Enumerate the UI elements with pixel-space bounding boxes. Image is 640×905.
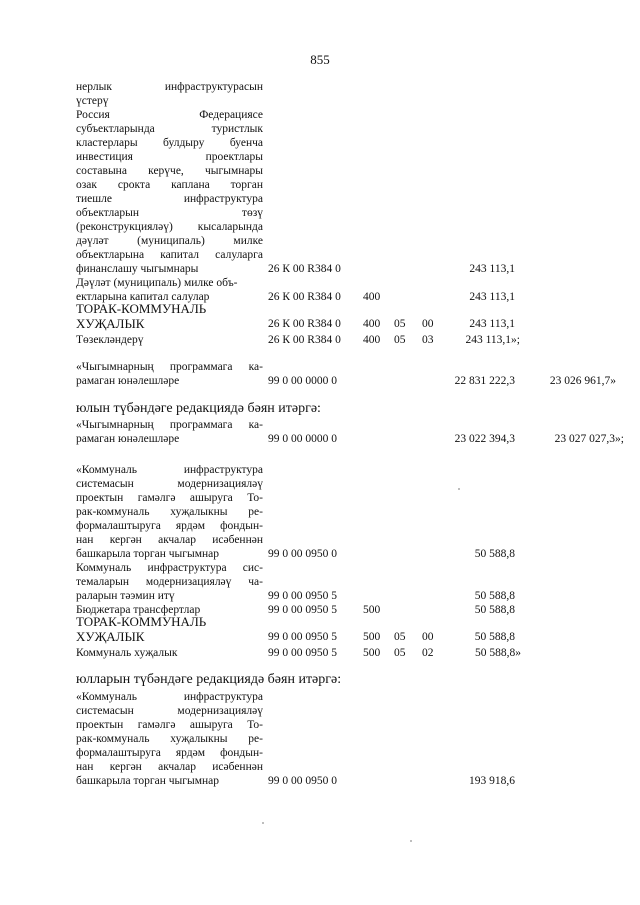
table-row xyxy=(0,94,640,108)
target-code: 26 К 00 R384 0 xyxy=(268,263,341,275)
row-label: ТОРАК-КОММУНАЛЬ xyxy=(76,614,207,629)
table-row xyxy=(0,704,640,718)
row-label: формалаштыруга ярдәм фондын- xyxy=(76,747,263,759)
amount-1: 243 113,1 xyxy=(469,291,515,303)
row-label: формалаштыруга ярдәм фондын- xyxy=(76,520,263,532)
expense-type: 400 xyxy=(363,291,381,303)
amount-1: 22 831 222,3 xyxy=(454,375,515,387)
row-label: Дәүләт (муниципаль) милке объ- xyxy=(76,277,238,289)
row-label: «Коммуналь инфраструктура xyxy=(76,691,263,703)
row-label: темаларын модернизацияләү ча- xyxy=(76,576,263,588)
expense-type: 500 xyxy=(363,647,381,659)
target-code: 99 0 00 0000 0 xyxy=(268,433,337,445)
amount-1: 50 588,8 xyxy=(474,604,515,616)
row-label: нан кергән акчалар исәбеннән xyxy=(76,534,263,546)
table-row xyxy=(0,505,640,519)
row-label: тиешле инфраструктура xyxy=(76,193,263,205)
table-row xyxy=(0,302,640,316)
table-row xyxy=(0,718,640,732)
table-row xyxy=(0,150,640,164)
expense-type: 500 xyxy=(363,604,381,616)
page-number: 855 xyxy=(310,52,330,67)
row-label: объектларын төзү xyxy=(76,207,263,219)
row-label: озак срокта каплана торган xyxy=(76,179,263,191)
table-row xyxy=(0,463,640,477)
row-label: нерлык инфраструктурасын xyxy=(76,81,263,93)
row-label: рамаган юнәлешләре xyxy=(76,433,180,445)
table-row xyxy=(0,690,640,704)
target-code: 26 К 00 R384 0 xyxy=(268,334,341,346)
row-label: башкарыла торган чыгымнар xyxy=(76,548,219,560)
table-row xyxy=(0,615,640,629)
row-label: «Чыгымнарның программага ка- xyxy=(76,419,263,431)
amount-1: 50 588,8» xyxy=(475,647,521,659)
row-label: Коммуналь хуҗалык xyxy=(76,647,178,659)
table-row xyxy=(0,519,640,533)
expense-type: 500 xyxy=(363,631,381,643)
row-label: инвестиция проектлары xyxy=(76,151,263,163)
amount-1: 50 588,8 xyxy=(474,631,515,643)
section-code: 05 xyxy=(394,647,406,659)
row-label: Төзекләндерү xyxy=(76,334,144,346)
table-row xyxy=(0,646,640,660)
table-row xyxy=(0,774,640,788)
table-row xyxy=(0,206,640,220)
table-row xyxy=(0,432,640,446)
row-label: дәүләт (муниципаль) милке xyxy=(76,235,263,247)
table-row xyxy=(0,533,640,547)
table-row xyxy=(0,122,640,136)
row-label: раларын тәэмин итү xyxy=(76,590,175,602)
row-label: «Коммуналь инфраструктура xyxy=(76,464,263,476)
row-label: субъектларында туристлык xyxy=(76,123,263,135)
subsection-code: 00 xyxy=(422,631,434,643)
table-row xyxy=(0,732,640,746)
scan-speck xyxy=(458,488,460,490)
row-label: ХУҖАЛЫК xyxy=(76,629,145,644)
table-row xyxy=(0,234,640,248)
table-row xyxy=(0,248,640,262)
row-label: кластерлары булдыру буенча xyxy=(76,137,263,149)
table-row xyxy=(0,575,640,589)
row-label: нан кергән акчалар исәбеннән xyxy=(76,761,263,773)
table-row xyxy=(0,192,640,206)
row-label: башкарыла торган чыгымнар xyxy=(76,775,219,787)
target-code: 99 0 00 0950 5 xyxy=(268,590,337,602)
row-label: Коммуналь инфраструктура сис- xyxy=(76,562,263,574)
table-row xyxy=(0,374,640,388)
row-label: системасын модернизацияләү xyxy=(76,705,263,717)
subsection-code: 00 xyxy=(422,318,434,330)
row-label: проектын гамәлгә ашыруга То- xyxy=(76,719,263,731)
row-label: «Чыгымнарның программага ка- xyxy=(76,361,263,373)
table-row xyxy=(0,262,640,276)
row-label: Бюджетара трансфертлар xyxy=(76,604,201,616)
instruction-heading: юлын түбәндәге редакциядә бәян итәргә: xyxy=(76,401,321,416)
table-row xyxy=(0,178,640,192)
section-code: 05 xyxy=(394,334,406,346)
row-label: объектларына капитал салуларга xyxy=(76,249,263,261)
row-label: ектларына капитал салулар xyxy=(76,291,210,303)
amount-2: 23 027 027,3»; xyxy=(554,433,624,445)
target-code: 99 0 00 0950 5 xyxy=(268,604,337,616)
table-row xyxy=(0,760,640,774)
table-row xyxy=(0,561,640,575)
row-label: финанслашу чыгымнары xyxy=(76,263,199,275)
amount-2: 23 026 961,7» xyxy=(549,375,616,387)
target-code: 99 0 00 0950 5 xyxy=(268,631,337,643)
row-label: рамаган юнәлешләре xyxy=(76,375,180,387)
subsection-code: 02 xyxy=(422,647,434,659)
row-label: (реконструкцияләү) кысаларында xyxy=(76,221,263,233)
instruction-heading: юлларын түбәндәге редакциядә бәян итәргә: xyxy=(76,672,342,687)
row-label: Россия Федерациясе xyxy=(76,109,263,121)
amount-1: 23 022 394,3 xyxy=(454,433,515,445)
amount-1: 50 588,8 xyxy=(474,548,515,560)
table-row xyxy=(0,80,640,94)
table-row xyxy=(0,418,640,432)
amount-1: 50 588,8 xyxy=(474,590,515,602)
table-row xyxy=(0,136,640,150)
row-label: системасын модернизацияләү xyxy=(76,478,263,490)
table-row xyxy=(0,491,640,505)
table-row xyxy=(0,276,640,290)
table-row xyxy=(0,589,640,603)
table-row xyxy=(0,220,640,234)
table-row xyxy=(0,547,640,561)
scan-speck xyxy=(262,822,264,824)
table-row xyxy=(0,746,640,760)
target-code: 99 0 00 0950 0 xyxy=(268,548,337,560)
target-code: 26 К 00 R384 0 xyxy=(268,291,341,303)
row-label: ХУҖАЛЫК xyxy=(76,316,145,331)
row-label: рак-коммуналь хуҗалыкны ре- xyxy=(76,733,263,745)
amount-1: 243 113,1 xyxy=(469,263,515,275)
section-code: 05 xyxy=(394,318,406,330)
table-row xyxy=(0,630,640,644)
scan-speck xyxy=(410,840,412,842)
target-code: 99 0 00 0000 0 xyxy=(268,375,337,387)
table-row xyxy=(0,477,640,491)
section-code: 05 xyxy=(394,631,406,643)
amount-1: 243 113,1 xyxy=(469,318,515,330)
amount-1: 243 113,1»; xyxy=(465,334,520,346)
expense-type: 400 xyxy=(363,334,381,346)
target-code: 99 0 00 0950 0 xyxy=(268,775,337,787)
target-code: 99 0 00 0950 5 xyxy=(268,647,337,659)
row-label: проектын гамәлгә ашыруга То- xyxy=(76,492,263,504)
table-row xyxy=(0,317,640,331)
row-label: рак-коммуналь хуҗалыкны ре- xyxy=(76,506,263,518)
row-label: составына керүче, чыгымнары xyxy=(76,165,263,177)
table-row xyxy=(0,360,640,374)
table-row xyxy=(0,108,640,122)
table-row xyxy=(0,164,640,178)
amount-1: 193 918,6 xyxy=(469,775,515,787)
target-code: 26 К 00 R384 0 xyxy=(268,318,341,330)
subsection-code: 03 xyxy=(422,334,434,346)
row-label: үстерү xyxy=(76,95,109,107)
expense-type: 400 xyxy=(363,318,381,330)
row-label: ТОРАК-КОММУНАЛЬ xyxy=(76,301,207,316)
table-row xyxy=(0,333,640,347)
